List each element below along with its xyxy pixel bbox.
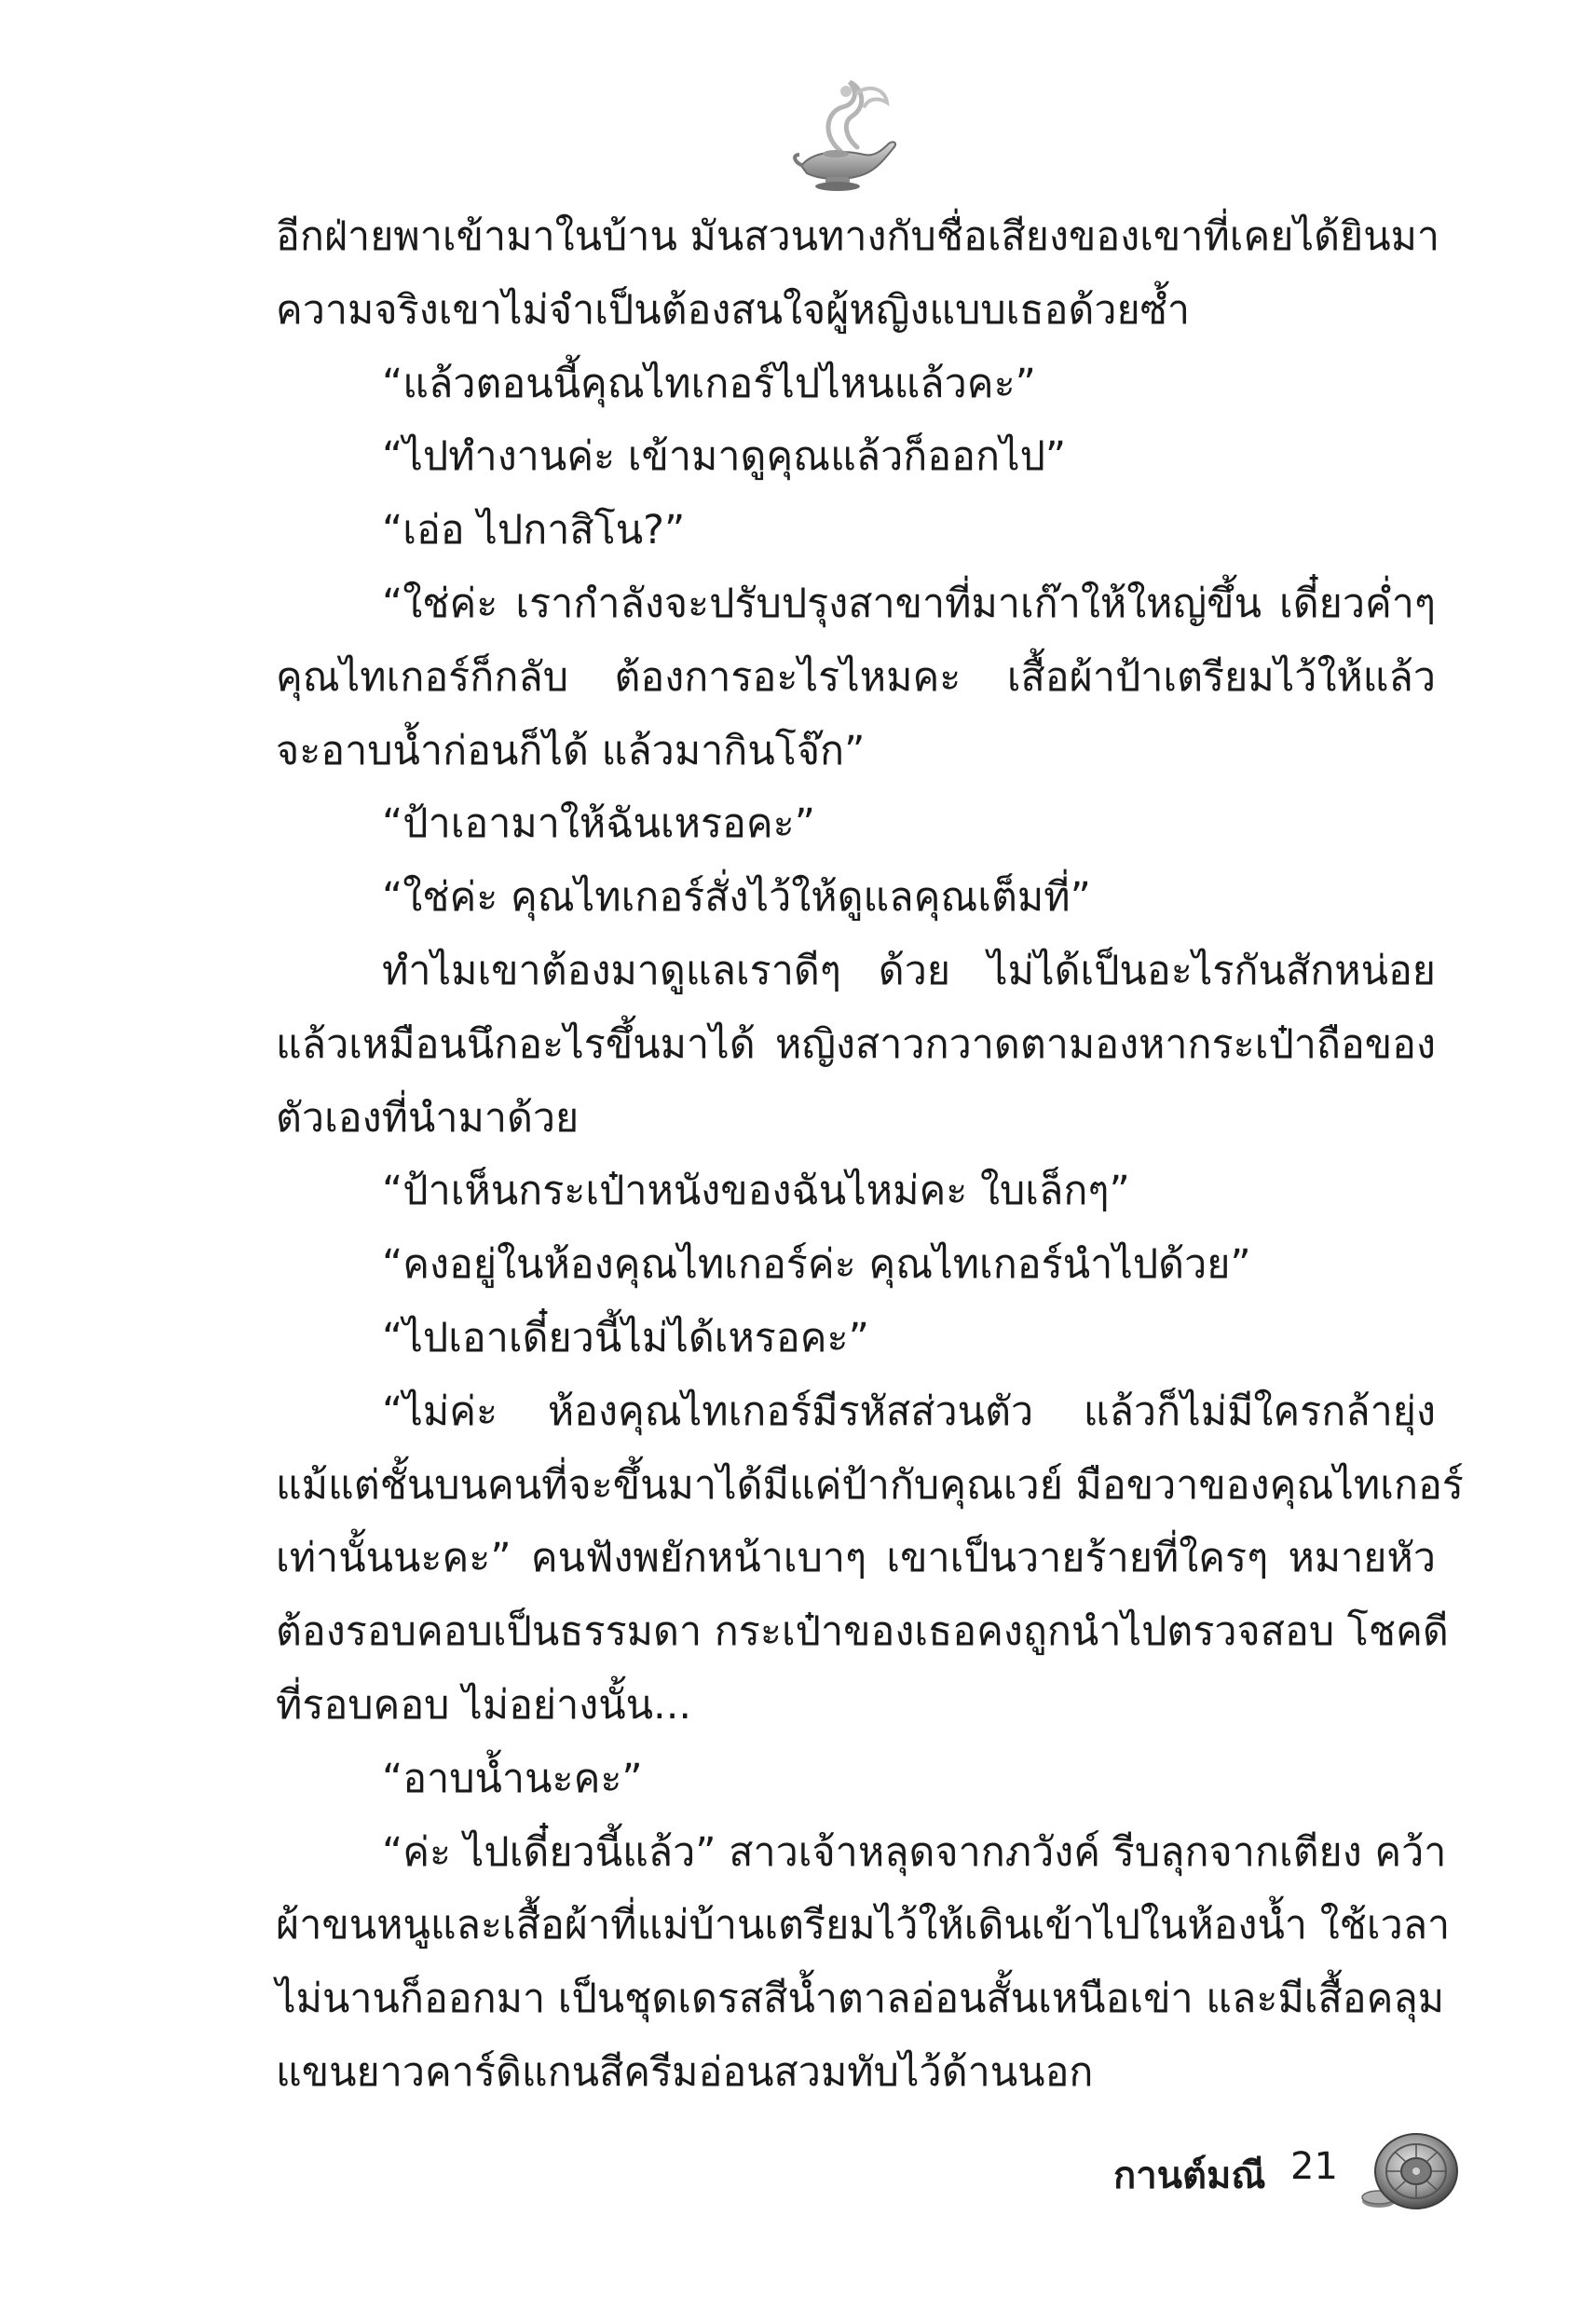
- text-line: จะอาบน้ำก่อนก็ได้ แล้วมากินโจ๊ก”: [276, 727, 866, 774]
- text-line: “อาบน้ำนะคะ”: [382, 1755, 643, 1802]
- paragraph: [276, 348, 1436, 421]
- paragraph: [276, 1816, 1451, 2110]
- text-line: ที่รอบคอบ ไม่อย่างนั้น...: [276, 1681, 692, 1729]
- text-line: ความจริงเขาไม่จำเป็นต้องสนใจผู้หญิงแบบเธอด้วยซ้ำ: [276, 286, 1191, 334]
- paragraph: [276, 567, 1436, 787]
- text-line: แม้แต่ชั้นบนคนที่จะขึ้นมาได้มีแค่ป้ากับคุณเวย์ มือขวาของคุณไทเกอร์: [276, 1461, 1464, 1509]
- paragraph: [276, 494, 1436, 567]
- text-line: “คงอยู่ในห้องคุณไทเกอร์ค่ะ คุณไทเกอร์นำไปด้วย”: [382, 1241, 1251, 1289]
- text-line: “ไม่ค่ะ ห้องคุณไทเกอร์มีรหัสส่วนตัว แล้วก็ไม่มีใครกล้ายุ่ง: [382, 1388, 1436, 1435]
- text-line: “ป้าเอามาให้ฉันเหรอคะ”: [382, 800, 816, 848]
- paragraph: [276, 1302, 1436, 1375]
- genie-lamp-icon: [784, 65, 906, 205]
- book-title: กานต์มณี: [1113, 2154, 1266, 2197]
- text-line: แขนยาวคาร์ดิแกนสีครีมอ่อนสวมทับไว้ด้านนอก: [276, 2048, 1094, 2096]
- page-number: 21: [1290, 2145, 1338, 2188]
- text-line: “เอ่อ ไปกาสิโน?”: [382, 507, 686, 554]
- roulette-wheel-icon: [1358, 2125, 1461, 2218]
- text-line: ตัวเองที่นำมาด้วย: [276, 1094, 580, 1142]
- text-line: “แล้วตอนนี้คุณไทเกอร์ไปไหนแล้วคะ”: [382, 360, 1036, 407]
- text-line: ทำไมเขาต้องมาดูแลเราดีๆ ด้วย ไม่ได้เป็นอะไรกันสักหน่อย: [382, 947, 1436, 994]
- text-line: เท่านั้นนะคะ” คนฟังพยักหน้าเบาๆ เขาเป็นวายร้ายที่ใครๆ หมายหัว: [276, 1535, 1436, 1582]
- paragraph: [276, 1155, 1436, 1228]
- paragraph: [276, 787, 1436, 861]
- paragraph: [276, 200, 1440, 348]
- paragraph: [276, 1228, 1436, 1302]
- paragraph: [276, 420, 1436, 494]
- text-line: ต้องรอบคอบเป็นธรรมดา กระเป๋าของเธอคงถูกนำไปตรวจสอบ โชคดี: [276, 1608, 1449, 1656]
- text-line: “ไปเอาเดี๋ยวนี้ไม่ได้เหรอคะ”: [382, 1314, 869, 1361]
- paragraph: [276, 1375, 1464, 1743]
- body-text: [276, 200, 1464, 2110]
- paragraph: [276, 1743, 1436, 1816]
- paragraph: [276, 861, 1436, 935]
- text-line: ไม่นานก็ออกมา เป็นชุดเดรสสีน้ำตาลอ่อนสั้นเหนือเข่า และมีเสื้อคลุม: [276, 1976, 1445, 2023]
- text-line: คุณไทเกอร์ก็กลับ ต้องการอะไรไหมคะ เสื้อผ้าป้าเตรียมไว้ให้แล้ว: [276, 653, 1436, 701]
- page-footer: [1113, 2125, 1486, 2218]
- text-line: “ใช่ค่ะ เรากำลังจะปรับปรุงสาขาที่มาเก๊าให้ใหญ่ขึ้น เดี๋ยวค่ำๆ: [382, 580, 1436, 627]
- text-line: “ป้าเห็นกระเป๋าหนังของฉันไหม่คะ ใบเล็กๆ”: [382, 1168, 1130, 1215]
- text-line: “ไปทำงานค่ะ เข้ามาดูคุณแล้วก็ออกไป”: [382, 433, 1067, 481]
- paragraph: [276, 935, 1436, 1155]
- text-line: ผ้าขนหนูและเสื้อผ้าที่แม่บ้านเตรียมไว้ให้เดินเข้าไปในห้องน้ำ ใช้เวลา: [276, 1902, 1451, 1949]
- text-line: แล้วเหมือนนึกอะไรขึ้นมาได้ หญิงสาวกวาดตามองหากระเป๋าถือของ: [276, 1020, 1436, 1068]
- text-line: “ใช่ค่ะ คุณไทเกอร์สั่งไว้ให้ดูแลคุณเต็มที่”: [382, 874, 1091, 922]
- text-line: อีกฝ่ายพาเข้ามาในบ้าน มันสวนทางกับชื่อเสียงของเขาที่เคยได้ยินมา: [276, 213, 1440, 260]
- text-line: “ค่ะ ไปเดี๋ยวนี้แล้ว” สาวเจ้าหลุดจากภวังค์ รีบลุกจากเตียง คว้า: [382, 1828, 1447, 1876]
